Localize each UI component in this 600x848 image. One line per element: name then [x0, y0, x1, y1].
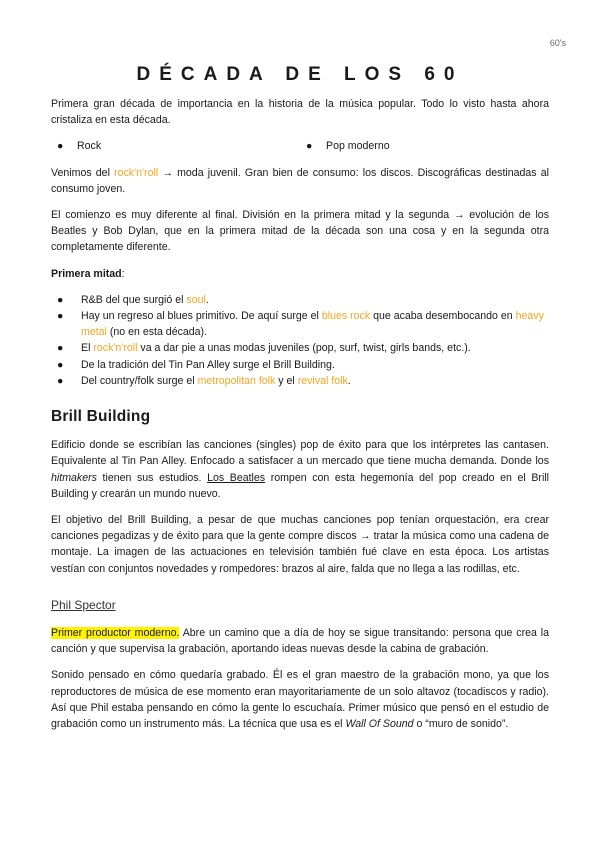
blues-rock-link[interactable]: blues rock	[321, 310, 371, 323]
text-run: y el	[275, 374, 298, 387]
text-run: Del country/folk surge el	[81, 374, 198, 387]
genre-item	[300, 138, 549, 154]
highlighted-text: Primer productor moderno.	[51, 627, 180, 640]
text-run: .	[205, 293, 209, 306]
spector-paragraph-2	[51, 667, 549, 732]
bullet-icon: ●	[57, 140, 64, 153]
soul-link[interactable]: soul	[186, 293, 206, 306]
text-run: Sonido pensado en cómo quedaría grabado. Él es el gran maestro de la grabación mono, ya que los reproductores de música de ese momento eran mayoritariamente de un solo altavoz (tocadiscos y radio). Así que Phil estaba pensando en cómo la gente lo escuchaía. Primer músico que pensó en el estudio de grabación como un instrumento más. La técnica que usa es el	[51, 669, 549, 731]
text-run: :	[121, 267, 125, 280]
comienzo-paragraph: El comienzo es muy diferente al final. División en la primera mitad y la segunda → evolución de los Beatles y Bob Dylan, que en la primera mitad de la década son una cosa y en la segunda otra completamente diferente.	[51, 209, 549, 254]
primera-mitad-list	[51, 292, 549, 389]
genre-label: Pop moderno	[326, 140, 390, 153]
list-item	[51, 357, 549, 373]
brill-building-heading: Brill Building	[51, 408, 151, 426]
bullet-icon: ●	[57, 358, 64, 371]
text-run: .	[347, 374, 351, 387]
text-run: Hay un regreso al blues primitivo. De aquí surge el	[81, 310, 322, 323]
text-run: o “muro de sonido”.	[413, 718, 509, 731]
list-item-text	[81, 373, 351, 389]
list-item	[51, 373, 549, 389]
rocknroll-link[interactable]: rock'n'roll	[93, 342, 138, 355]
list-item	[51, 292, 549, 308]
list-item-text	[81, 340, 471, 356]
text-run: va a dar pie a unas modas juveniles (pop, surf, twist, girls bands, etc.).	[137, 342, 471, 355]
section-label: Primera mitad	[51, 267, 122, 280]
list-item-text	[81, 308, 549, 340]
bullet-icon: ●	[57, 293, 64, 306]
list-item-text	[81, 292, 209, 308]
revival-folk-link[interactable]: revival folk	[297, 374, 348, 387]
bullet-icon: ●	[57, 374, 64, 387]
text-run: rompen con esta hegemonía del pop creado en el Brill Building y crearán un mundo nuevo.	[51, 471, 549, 500]
genre-label: Rock	[77, 140, 102, 153]
text-run: Venimos del	[51, 166, 115, 179]
phil-spector-heading: Phil Spector	[51, 597, 116, 612]
bullet-icon: ●	[306, 140, 313, 153]
genre-item	[51, 138, 300, 154]
rocknroll-link[interactable]: rock'n'roll	[114, 166, 159, 179]
page-header-tag: 60's	[549, 38, 566, 48]
text-run: El	[81, 342, 94, 355]
intro-paragraph: Primera gran década de importancia en la historia de la música popular. Todo lo visto hasta ahora cristaliza en esta década.	[51, 98, 549, 127]
bullet-icon: ●	[57, 310, 64, 323]
hitmakers-term: hitmakers	[51, 471, 97, 484]
list-item	[51, 308, 549, 340]
bullet-icon: ●	[57, 342, 64, 355]
genre-list	[51, 138, 549, 154]
spector-paragraph-1	[51, 625, 549, 657]
rocknroll-paragraph	[51, 165, 549, 197]
text-run: tienen sus estudios.	[96, 471, 208, 484]
list-item-text: De la tradición del Tin Pan Alley surge el Brill Building.	[81, 358, 335, 371]
wall-of-sound-term: Wall Of Sound	[345, 718, 414, 731]
text-run: Edificio donde se escribían las canciones (singles) pop de éxito para que los intérpretes las cantasen. Equivalente al Tin Pan Alley. Enfocado a satisfacer a un mercado que tiene mucha demanda. Donde los	[51, 439, 549, 468]
document-body	[51, 96, 549, 742]
text-run: → moda juvenil. Gran bien de consumo: los discos. Discográficas destinadas al consumo joven.	[51, 166, 550, 195]
text-run: que acaba desembocando en	[370, 310, 516, 323]
brill-paragraph-2: El objetivo del Brill Building, a pesar de que muchas canciones pop tenían orquestación, era crear canciones pegadizas y de éxito para que la gente compre discos → tratar la música como una cadena de montaje. La imagen de las actuaciones en televisión también fué clave en esta época. Los artistas vestían con conjuntos novedades y rompedores: brazos al aire, falda que no llega a las rodillas, etc.	[51, 514, 549, 575]
text-run: Abre un camino que a día de hoy se sigue transitando: persona que crea la canción y que supervisa la grabación, aportando ideas nuevas desde la cabina de grabación.	[51, 627, 549, 656]
brill-paragraph-1	[51, 437, 549, 502]
text-run: (no en esta década).	[106, 326, 208, 339]
beatles-link[interactable]: Los Beatles	[207, 471, 266, 484]
text-run: R&B del que surgió el	[81, 293, 187, 306]
primera-mitad-label	[51, 266, 549, 282]
list-item	[51, 340, 549, 356]
heavy-metal-link[interactable]: heavy metal	[81, 310, 544, 339]
metropolitan-folk-link[interactable]: metropolitan folk	[197, 374, 276, 387]
page-title: DÉCADA DE LOS 60	[136, 64, 464, 85]
